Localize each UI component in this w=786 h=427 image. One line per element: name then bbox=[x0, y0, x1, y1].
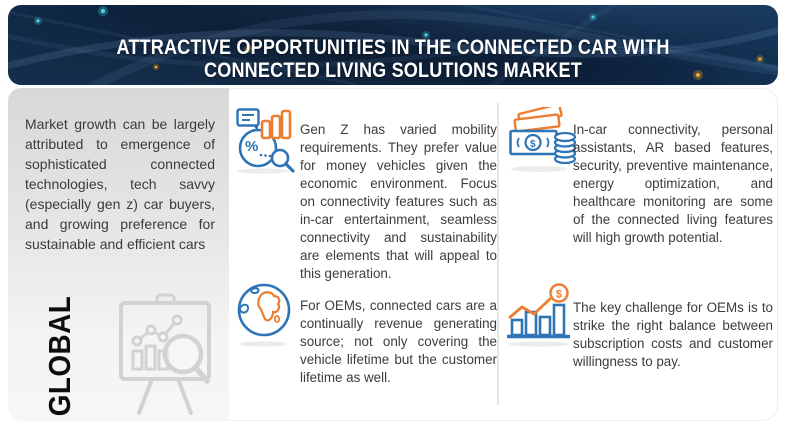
insight-connected-living-text: In-car connectivity, personal assistants, AR based features, security, preventive maintenance, energy optimization, and healthcare monitoring are some of the connected living features will high growth potential. bbox=[573, 122, 773, 246]
insight-genz-text: Gen Z has varied mobility requirements. They prefer value for money vehicles given the economic environment. Focus on connectivity features such as in-car entertainment, seamless connectivity and sustainability are elements that will appeal to this generation. bbox=[300, 122, 497, 282]
cash-coins-icon bbox=[509, 107, 577, 173]
page-title-line2: CONNECTED LIVING SOLUTIONS MARKET bbox=[204, 59, 582, 83]
insight-subscription-balance-text: The key challenge for OEMs is to strike the right balance between subscription costs and customer willingness to pay. bbox=[573, 300, 773, 370]
title-banner bbox=[8, 5, 778, 85]
presentation-chart-magnifier-icon bbox=[112, 293, 219, 420]
market-growth-text: Market growth can be largely attributed to emergence of sophisticated connected technologies, tech savvy (especially gen z) car buyers, and growing preference for sustainable and efficient cars bbox=[25, 116, 215, 252]
svg-text:%: % bbox=[245, 138, 259, 155]
region-label: GLOBAL bbox=[42, 295, 77, 417]
insight-oem-revenue-text: For OEMs, connected cars are a continually revenue generating source; not only covering the vehicle lifetime but the customer lifetime as well. bbox=[300, 298, 497, 386]
svg-text:$: $ bbox=[530, 139, 536, 150]
globe-icon bbox=[236, 281, 296, 347]
page-title-line1: ATTRACTIVE OPPORTUNITIES IN THE CONNECTED CAR WITH bbox=[116, 36, 670, 60]
page-title bbox=[62, 36, 724, 82]
svg-text:$: $ bbox=[555, 288, 562, 301]
gen-z-analytics-icon bbox=[236, 106, 298, 174]
growth-chart-dollar-icon bbox=[507, 283, 573, 347]
column-divider bbox=[497, 103, 499, 405]
